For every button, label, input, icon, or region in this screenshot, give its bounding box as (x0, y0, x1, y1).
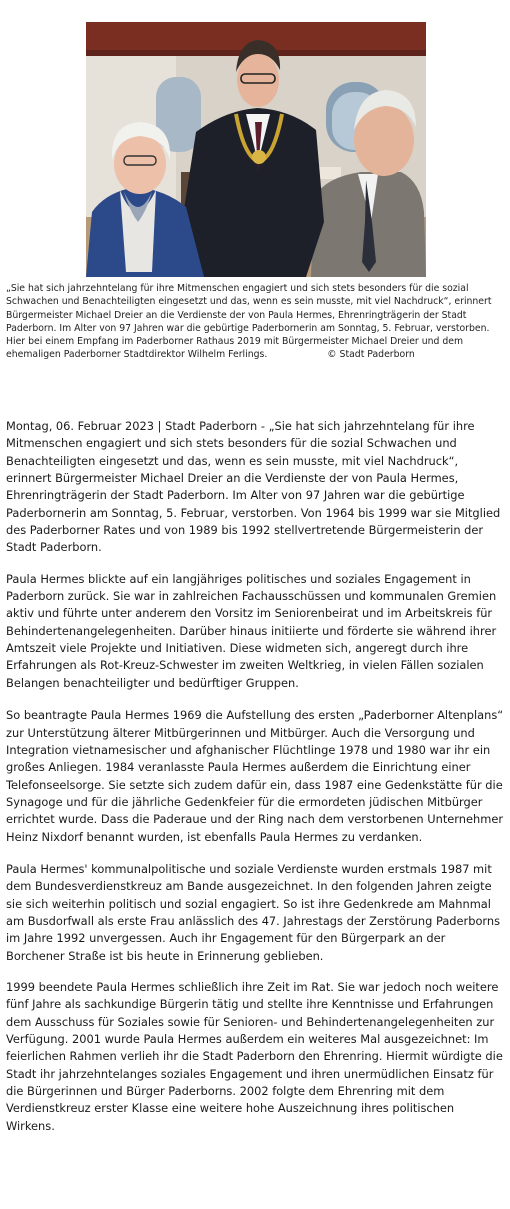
photo-caption (6, 282, 504, 362)
article-photo (86, 22, 426, 277)
article-paragraph-2: Paula Hermes blickte auf ein langjähriges politisches und soziales Engagement in Paderborn zurück. Sie war in zahlreichen Fachausschüssen und kommunalen Gremien aktiv und führte unter anderem den Vorsitz im Seniorenbeirat und im Arbeitskreis für Behindertenangelegenheiten. Darüber hinaus initiierte und förderte sie während ihrer Amtszeit viele Projekte und Initiativen. Diese widmeten sich, angeregt durch ihre Erfahrungen als Rot-Kreuz-Schwester im zweiten Weltkrieg, in vielen Fällen sozialen Belangen benachteiligter und bedürftiger Gruppen. (6, 571, 497, 690)
caption-text: „Sie hat sich jahrzehntelang für ihre Mitmenschen engagiert und sich stets besonders für die sozial Schwachen und Benachteiligten eingesetzt und das, wenn es sein musste, mit viel Nachdruck“, erinnert Bürgermeister Michael Dreier an die Verdienste der von Paula Hermes, Ehrenringträgerin der Stadt Paderborn. Im Alter von 97 Jahren war die gebürtige Paderbornerin am Sonntag, 5. Februar, verstorben. Hier bei einem Empfang im Paderborner Rathaus 2019 mit Bürgermeister Michael Dreier und dem ehemaligen Paderborner Stadtdirektor Wilhelm Ferlings. (6, 283, 492, 361)
photo-credit: © Stadt Paderborn (327, 349, 415, 361)
article-paragraph-1: Montag, 06. Februar 2023 | Stadt Paderborn - „Sie hat sich jahrzehntelang für ihre Mitmenschen engagiert und sich stets besonders für die sozial Schwachen und Benachteiligten eingesetzt und das, wenn es sein musste, mit viel Nachdruck“, erinnert Bürgermeister Michael Dreier an die Verdienste der von Paula Hermes, Ehrenringträgerin der Stadt Paderborn. Im Alter von 97 Jahren war die gebürtige Paderbornerin am Sonntag, 5. Februar, verstorben. Von 1964 bis 1999 war sie Mitglied des Paderborner Rates und von 1989 bis 1992 stellvertretende Bürgermeisterin der Stadt Paderborn. (6, 419, 501, 555)
article-paragraph-5: 1999 beendete Paula Hermes schließlich ihre Zeit im Rat. Sie war jedoch noch weitere fünf Jahre als sachkundige Bürgerin tätig und stellte ihre Kenntnisse und Erfahrungen dem Ausschuss für Soziales sowie für Senioren- und Behindertenangelegenheiten zur Verfügung. 2001 wurde Paula Hermes außerdem ein weiteres Mal ausgezeichnet: Im feierlichen Rahmen verlieh ihr die Stadt Paderborn den Ehrenring. Hiermit würdigte die Stadt ihr jahrzehntelanges soziales Engagement und ihren unermüdlichen Einsatz für die Bürgerinnen und Bürger Paderborns. 2002 folgte dem Ehrenring mit dem Verdienstkreuz erster Klasse eine weitere hohe Auszeichnung ihres politischen Wirkens. (6, 979, 503, 1133)
article-body (6, 418, 506, 1149)
article-paragraph-3: So beantragte Paula Hermes 1969 die Aufstellung des ersten „Paderborner Altenplans“ zur Unterstützung älterer Mitbürgerinnen und Mitbürger. Auch die Versorgung und Integration vietnamesischer und afghanischer Flüchtlinge 1978 und 1980 war ihr ein großes Anliegen. 1984 veranlasste Paula Hermes außerdem die Einrichtung einer Telefonseelsorge. Sie setzte sich zudem dafür ein, dass 1987 eine Gedenkstätte für die Synagoge und für die jährliche Gedenkfeier für die ermordeten jüdischen Mitbürger errichtet wurde. Dass die Paderaue und der Ring nach dem verstorbenen Unternehmer Heinz Nixdorf benannt wurden, ist ebenfalls Paula Hermes zu verdanken. (6, 708, 504, 844)
article-paragraph-4: Paula Hermes' kommunalpolitische und soziale Verdienste wurden erstmals 1987 mit dem Bundesverdienstkreuz am Bande ausgezeichnet. In den folgenden Jahren zeigte sie sich weiterhin politisch und sozial engagiert. So ist ihre Gedenkrede am Mahnmal am Busdorfwall als erste Frau anlässlich des 47. Jahrestags der Zerstörung Paderborns im Jahre 1992 unvergessen. Auch ihr Engagement für den Bürgerpark an der Borchener Straße ist bis heute in Erinnerung geblieben. (6, 861, 501, 963)
